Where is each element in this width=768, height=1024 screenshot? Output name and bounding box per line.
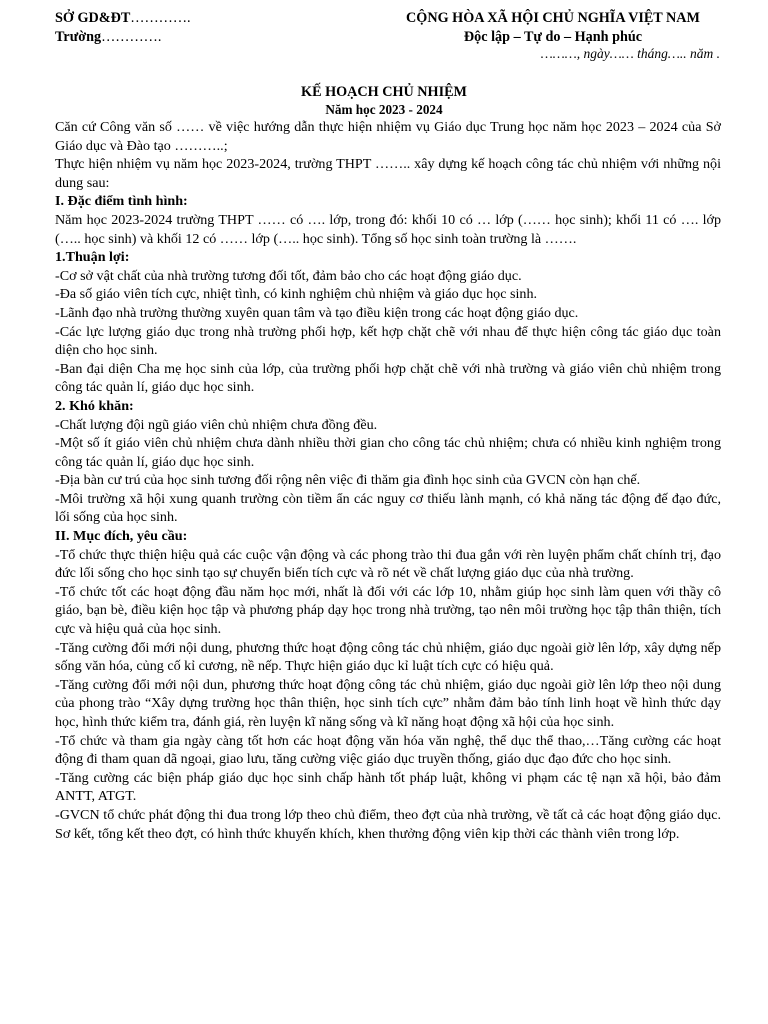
national-motto: Độc lập – Tự do – Hạnh phúc <box>463 29 643 45</box>
document-body <box>55 118 721 843</box>
national-title: CỘNG HÒA XÃ HỘI CHỦ NGHĨA VIỆT NAM <box>406 10 700 26</box>
document-title: KẾ HOẠCH CHỦ NHIỆM <box>301 84 467 100</box>
body-paragraph: -Địa bàn cư trú của học sinh tương đối rộng nên việc đi thăm gia đình học sinh của GVCN còn hạn chế. <box>55 472 641 489</box>
body-paragraph: Thực hiện nhiệm vụ năm học 2023-2024, trường THPT …….. xây dựng kế hoạch công tác chủ nhiệm với những nội dung sau: <box>55 156 721 191</box>
body-paragraph: -Tổ chức thực thiện hiệu quả các cuộc vận động và các phong trào thi đua gắn với rèn luyện phẩm chất chính trị, đạo đức lối sống cho học sinh tạo sự chuyển biến tích cực và rõ nét về chất lượng giáo dục của nhà trường. <box>55 546 721 582</box>
body-paragraph: -Các lực lượng giáo dục trong nhà trường phối hợp, kết hợp chặt chẽ với nhau để thực hiện công tác giáo dục toàn diện cho học sinh. <box>55 323 721 359</box>
date-line: ………, ngày…… tháng….. năm . <box>540 46 720 61</box>
body-paragraph: -Một số ít giáo viên chủ nhiệm chưa dành nhiều thời gian cho công tác chủ nhiệm; chưa có nhiều kinh nghiệm trong công tác quản lí, giáo dục học sinh. <box>55 435 721 470</box>
body-paragraph: -GVCN tổ chức phát động thi đua trong lớp theo chủ điểm, theo đợt của nhà trường, về tất cả các hoạt động giáo dục. Sơ kết, tổng kết theo đợt, có hình thức khuyến khích, khen thưởng động viên kịp thời các thành viên trong lớp. <box>55 806 721 842</box>
body-paragraph: Năm học 2023-2024 trường THPT …… có …. lớp, trong đó: khối 10 có … lớp (…… học sinh); khối 11 có …. lớp (….. học sinh) và khối 12 có …… lớp (….. học sinh). Tổng số học sinh toàn trường là ……. <box>55 211 721 247</box>
body-paragraph: -Tăng cường đổi mới nội dung, phương thức hoạt động công tác chủ nhiệm, giáo dục ngoài giờ lên lớp, xây dựng nếp sống văn hóa, củng cố kỉ cương, nề nếp. Thực hiện giáo dục kỉ luật tích cực có hiệu quả. <box>55 639 721 675</box>
section-heading: 1.Thuận lợi: <box>55 249 130 266</box>
section-heading: II. Mục đích, yêu cầu: <box>55 528 188 545</box>
body-paragraph: -Ban đại diện Cha mẹ học sinh của lớp, của trường phối hợp chặt chẽ với nhà trường và giáo viên chủ nhiệm trong công tác quản lí, giáo dục học sinh. <box>55 360 721 396</box>
body-paragraph: -Cơ sở vật chất của nhà trường tương đối tốt, đảm bảo cho các hoạt động giáo dục. <box>55 267 522 284</box>
header-right <box>378 9 728 47</box>
body-paragraph: -Tổ chức tốt các hoạt động đầu năm học mới, nhất là đối với các lớp 10, nhằm giúp học sinh làm quen với thầy cô giáo, bạn bè, điều kiện học tập và phương pháp dạy học trong nhà trường, tạo nên môi trường học tập thân thiện, tích cực và hiệu quả của học sinh. <box>55 583 721 638</box>
body-paragraph: -Chất lượng đội ngũ giáo viên chủ nhiệm chưa đồng đều. <box>55 416 378 433</box>
body-paragraph: -Đa số giáo viên tích cực, nhiệt tình, có kinh nghiệm chủ nhiệm và giáo dục học sinh. <box>55 286 538 303</box>
school-dots: …………. <box>101 29 162 45</box>
header-left <box>55 9 191 47</box>
org-line <box>55 9 191 28</box>
org-label: SỞ GD&ĐT <box>55 10 131 26</box>
body-paragraph: -Tăng cường đổi mới nội dun, phương thức hoạt động công tác chủ nhiệm, giáo dục ngoài giờ lên lớp theo nội dung của phong trào “Xây dựng trường học thân thiện, học sinh tích cực” nhằm đảm bảo tính linh hoạt về hình thức dạy học, hình thức kiểm tra, đánh giá, rèn luyện kĩ năng sống và kĩ năng hoạt động xã hội của học sinh. <box>55 676 721 730</box>
document-subtitle: Năm học 2023 - 2024 <box>325 102 443 117</box>
school-line <box>55 28 191 47</box>
body-paragraph: -Môi trường xã hội xung quanh trường còn tiềm ẩn các nguy cơ thiếu lành mạnh, có khả năng tác động đế đạo đức, lối sống của học sinh. <box>55 490 721 526</box>
section-heading: 2. Khó khăn: <box>55 397 134 414</box>
school-label: Trường <box>55 29 102 45</box>
body-paragraph: Căn cứ Công văn số …… về việc hướng dẫn thực hiện nhiệm vụ Giáo dục Trung học năm học 2023 – 2024 của Sở Giáo dục và Đào tạo ………..; <box>55 119 721 154</box>
body-paragraph: -Lãnh đạo nhà trường thường xuyên quan tâm và tạo điều kiện trong các hoạt động giáo dục. <box>55 304 579 321</box>
body-paragraph: -Tổ chức và tham gia ngày càng tốt hơn các hoạt động văn hóa văn nghệ, thể dục thể thao,…Tăng cường các hoạt động đi tham quan dã ngoại, giao lưu, tăng cường việc giáo dục truyền thống, giáo dục đạo đức cho học sinh. <box>55 732 721 768</box>
body-paragraph: -Tăng cường các biện pháp giáo dục học sinh chấp hành tốt pháp luật, không vi phạm các tệ nạn xã hội, bảo đảm ANTT, ATGT. <box>55 769 721 805</box>
section-heading: I. Đặc điểm tình hình: <box>55 193 188 210</box>
org-dots: …………. <box>130 10 191 26</box>
